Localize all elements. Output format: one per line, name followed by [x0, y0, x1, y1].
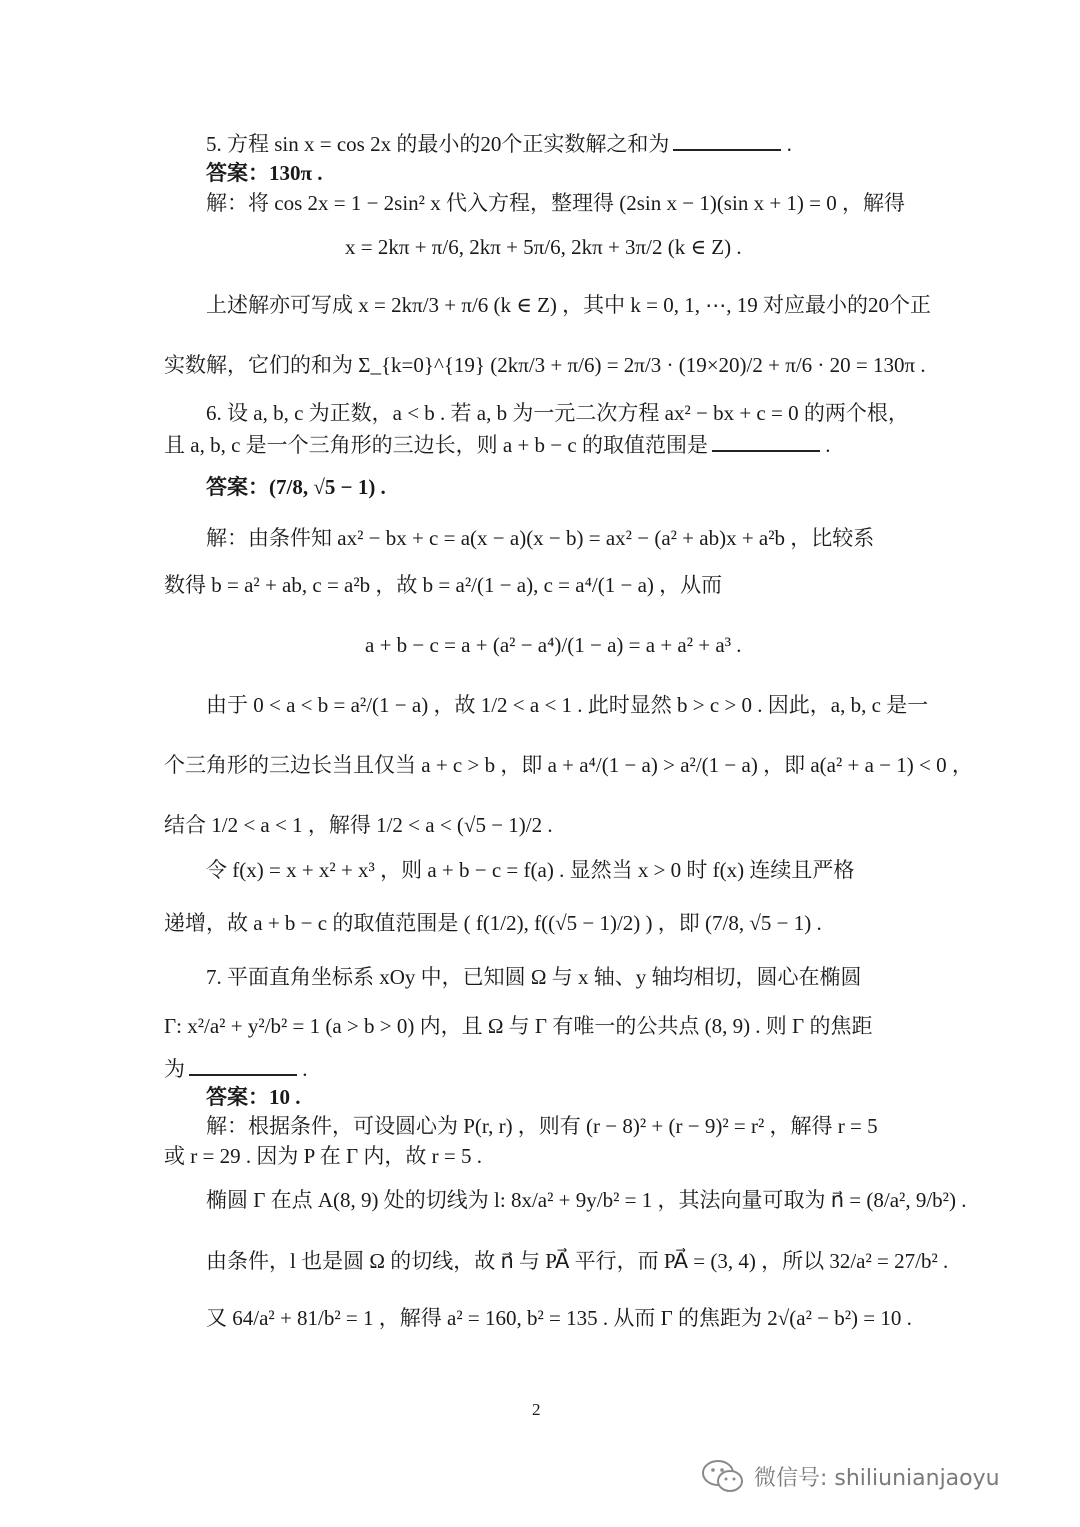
- problem-6-statement: 且 a, b, c 是一个三角形的三边长，则 a + b − c 的取值范围是 .: [164, 433, 831, 457]
- solution-line: 结合 1/2 < a < 1 ，解得 1/2 < a < (√5 − 1)/2 .: [164, 813, 553, 837]
- answer-blank: [189, 1056, 297, 1076]
- solution-line: 上述解亦可写成 x = 2kπ/3 + π/6 (k ∈ Z) ，其中 k = 0, 1, ⋯, 19 对应最小的20个正: [206, 293, 932, 317]
- solution-line: 递增，故 a + b − c 的取值范围是 ( f(1/2), f((√5 − 1)/2) ) ，即 (7/8, √5 − 1) .: [164, 911, 822, 935]
- solution-line: 数得 b = a² + ab, c = a²b ，故 b = a²/(1 − a), c = a⁴/(1 − a) ，从而: [164, 573, 723, 597]
- problem-7-statement: 为 .: [164, 1057, 308, 1081]
- solution-line: 个三角形的三边长当且仅当 a + c > b ，即 a + a⁴/(1 − a) > a²/(1 − a) ，即 a(a² + a − 1) < 0 ，: [164, 753, 973, 777]
- solution-line: 解：将 cos 2x = 1 − 2sin² x 代入方程，整理得 (2sin x − 1)(sin x + 1) = 0 ，解得: [206, 191, 905, 215]
- answer-blank: [673, 131, 781, 151]
- problem-5-statement: 5. 方程 sin x = cos 2x 的最小的20个正实数解之和为 .: [206, 132, 792, 156]
- solution-line: 由条件，l 也是圆 Ω 的切线，故 n⃗ 与 PA⃗ 平行，而 PA⃗ = (3, 4) ，所以 32/a² = 27/b² .: [206, 1249, 949, 1273]
- page-number: 2: [532, 1400, 541, 1419]
- answer-blank: [712, 432, 820, 452]
- display-equation: a + b − c = a + (a² − a⁴)/(1 − a) = a + a² + a³ .: [365, 633, 742, 657]
- solution-line: 或 r = 29 . 因为 P 在 Γ 内，故 r = 5 .: [164, 1144, 482, 1168]
- problem-7-statement: 7. 平面直角坐标系 xOy 中，已知圆 Ω 与 x 轴、y 轴均相切，圆心在椭圆: [206, 965, 862, 989]
- answer-line: 答案：130π .: [206, 161, 323, 185]
- display-equation: x = 2kπ + π/6, 2kπ + 5π/6, 2kπ + 3π/2 (k ∈ Z) .: [345, 235, 742, 259]
- solution-line: 实数解，它们的和为 Σ_{k=0}^{19} (2kπ/3 + π/6) = 2π/3 · (19×20)/2 + π/6 · 20 = 130π .: [164, 353, 926, 377]
- problem-6-statement: 6. 设 a, b, c 为正数，a < b . 若 a, b 为一元二次方程 ax² − bx + c = 0 的两个根，: [206, 401, 909, 425]
- wechat-watermark: [700, 1455, 1000, 1497]
- watermark-text: 微信号: shiliunianjaoyu: [754, 1465, 1000, 1491]
- solution-line: 又 64/a² + 81/b² = 1 ，解得 a² = 160, b² = 135 . 从而 Γ 的焦距为 2√(a² − b²) = 10 .: [206, 1306, 912, 1330]
- answer-line: 答案：10 .: [206, 1085, 301, 1109]
- solution-line: 令 f(x) = x + x² + x³ ，则 a + b − c = f(a) . 显然当 x > 0 时 f(x) 连续且严格: [206, 858, 855, 882]
- wechat-icon: [700, 1457, 746, 1495]
- solution-line: 解：根据条件，可设圆心为 P(r, r) ，则有 (r − 8)² + (r − 9)² = r² ，解得 r = 5: [206, 1114, 878, 1138]
- solution-line: 由于 0 < a < b = a²/(1 − a) ，故 1/2 < a < 1 . 此时显然 b > c > 0 . 因此，a, b, c 是一: [206, 693, 929, 717]
- solution-line: 解：由条件知 ax² − bx + c = a(x − a)(x − b) = ax² − (a² + ab)x + a²b ，比较系: [206, 526, 875, 550]
- answer-line: 答案：(7/8, √5 − 1) .: [206, 475, 386, 499]
- problem-7-statement: Γ: x²/a² + y²/b² = 1 (a > b > 0) 内，且 Ω 与 Γ 有唯一的公共点 (8, 9) . 则 Γ 的焦距: [164, 1014, 873, 1038]
- solution-line: 椭圆 Γ 在点 A(8, 9) 处的切线为 l: 8x/a² + 9y/b² = 1 ，其法向量可取为 n⃗ = (8/a², 9/b²) .: [206, 1188, 967, 1212]
